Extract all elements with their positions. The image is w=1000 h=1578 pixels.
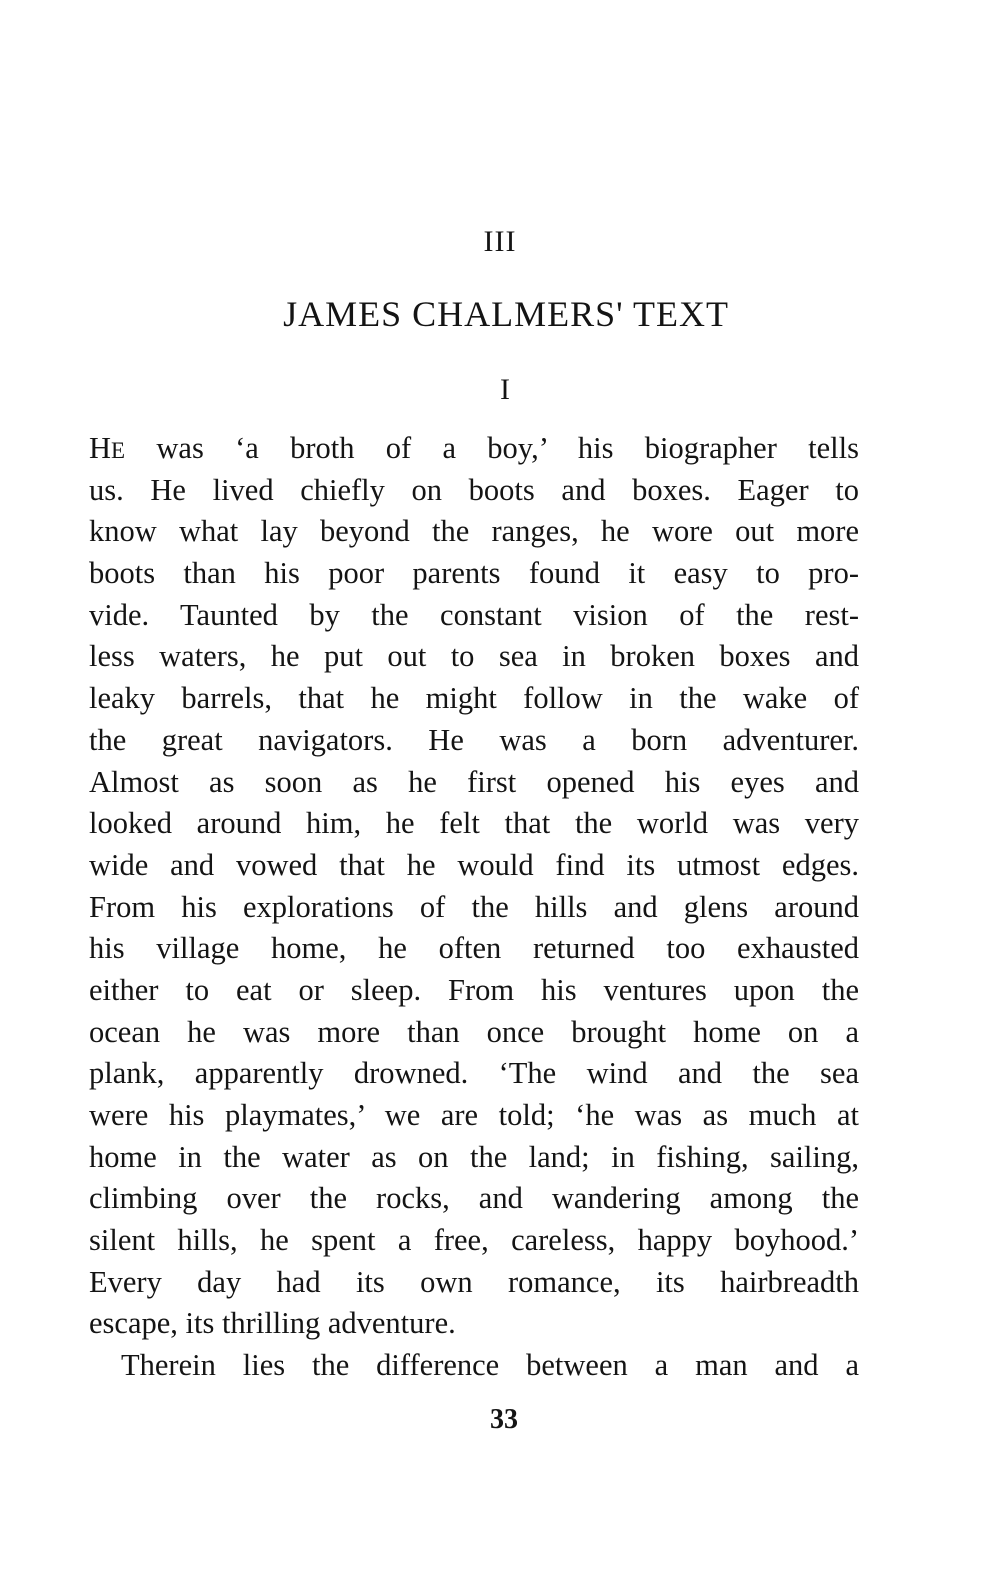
paragraph-line-text: was ‘a broth of a boy,’ his biographer tells xyxy=(125,431,859,465)
paragraph-1-line-1 xyxy=(89,428,859,470)
paragraph-1-line: silent hills, he spent a free, careless, happy boyhood.’ xyxy=(89,1223,859,1258)
paragraph-1-line: Almost as soon as he first opened his eyes and xyxy=(89,764,859,799)
section-number: I xyxy=(500,373,510,406)
paragraph-1-line: Every day had its own romance, its hairbreadth xyxy=(89,1264,859,1299)
paragraph-1-line: climbing over the rocks, and wandering among the xyxy=(89,1181,859,1216)
paragraph-1-line: vide. Taunted by the constant vision of the rest- xyxy=(89,597,859,632)
paragraph-1-line: looked around him, he felt that the world was very xyxy=(89,806,859,841)
paragraph-1-last-line: escape, its thrilling adventure. xyxy=(89,1306,456,1341)
paragraph-1-line: wide and vowed that he would find its utmost edges. xyxy=(89,847,859,882)
body-text xyxy=(89,428,859,1387)
paragraph-1-line: were his playmates,’ we are told; ‘he was as much at xyxy=(89,1098,859,1132)
paragraph-1-line: less waters, he put out to sea in broken boxes and xyxy=(89,639,859,674)
paragraph-1-line: From his explorations of the hills and glens around xyxy=(89,889,859,924)
paragraph-1-line: us. He lived chiefly on boots and boxes. Eager to xyxy=(89,472,859,507)
paragraph-1-line: the great navigators. He was a born adventurer. xyxy=(89,722,859,757)
paragraph-1-line: either to eat or sleep. From his ventures upon the xyxy=(89,972,859,1007)
paragraph-1-line: leaky barrels, that he might follow in the wake of xyxy=(89,681,859,716)
paragraph-1-line: home in the water as on the land; in fishing, sailing, xyxy=(89,1139,859,1174)
paragraph-1-line: plank, apparently drowned. ‘The wind and the sea xyxy=(89,1056,859,1091)
paragraph-1-line: boots than his poor parents found it easy to pro- xyxy=(89,556,859,591)
paragraph-1-line: ocean he was more than once brought home on a xyxy=(89,1014,859,1049)
paragraph-2-line: Therein lies the difference between a man and a xyxy=(121,1348,859,1383)
paragraph-1-line: know what lay beyond the ranges, he wore out more xyxy=(89,514,859,549)
chapter-number: III xyxy=(483,225,517,258)
opening-word-first-letter: H xyxy=(89,431,112,465)
paragraph-1-line: his village home, he often returned too exhausted xyxy=(89,931,859,966)
page-number: 33 xyxy=(490,1404,518,1435)
chapter-title: JAMES CHALMERS' TEXT xyxy=(283,294,729,334)
opening-word-small-caps: E xyxy=(111,438,126,463)
